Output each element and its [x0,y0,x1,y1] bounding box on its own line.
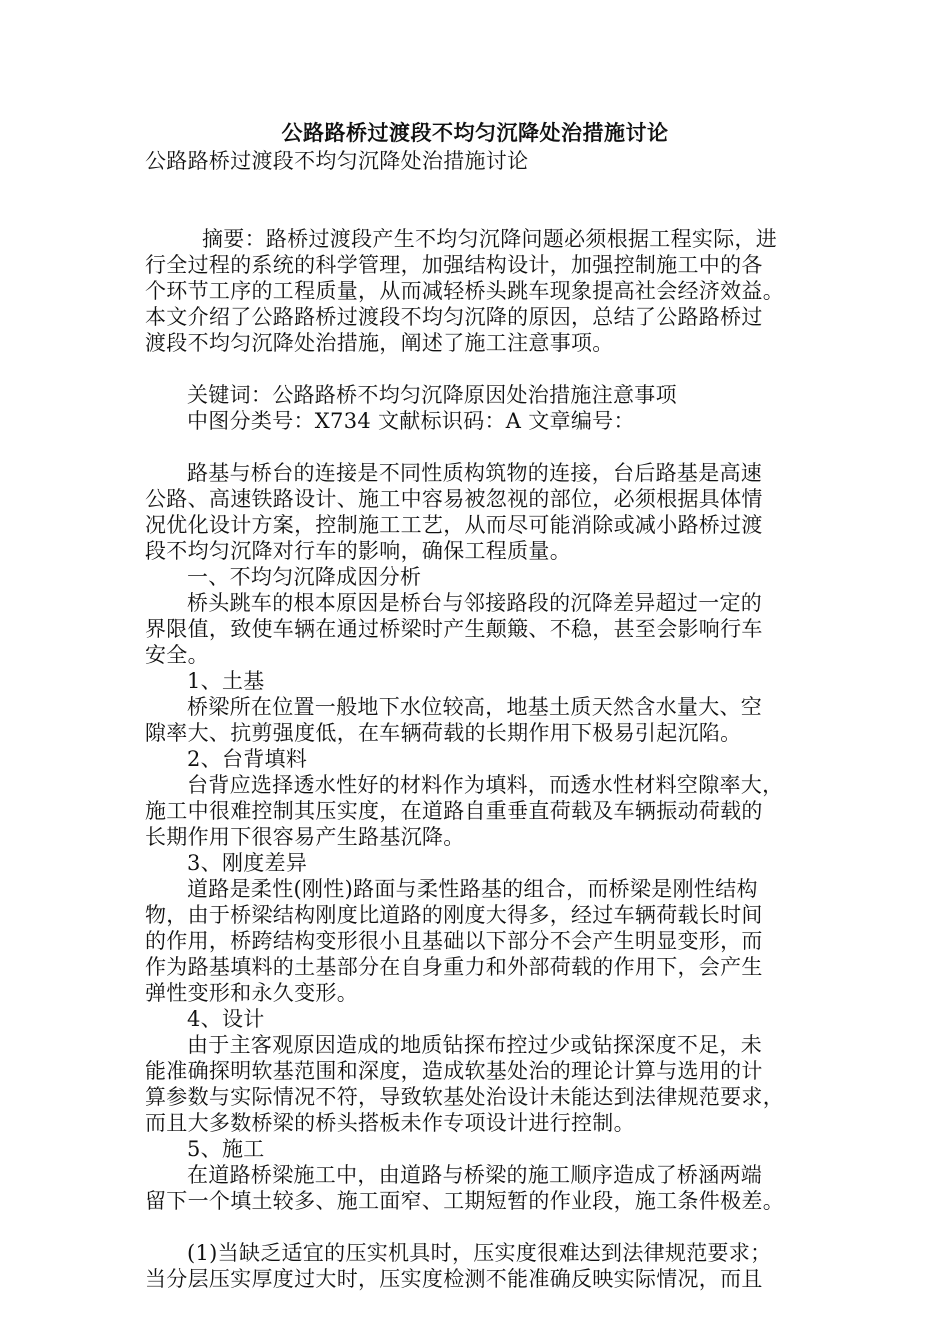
sub2-line: 台背应选择透水性好的材料作为填料，而透水性材料空隙率大， [187,773,784,797]
subsection-heading: 5、施工 [187,1137,265,1161]
document-title: 公路路桥过渡段不均匀沉降处治措施讨论 [281,120,669,145]
subsection-heading: 4、设计 [187,1007,265,1031]
sub2-line: 长期作用下很容易产生路基沉降。 [145,825,465,849]
intro-line: 路基与桥台的连接是不同性质构筑物的连接，台后路基是高速 [187,461,763,485]
section1-line: 安全。 [145,643,209,667]
abstract-line: 渡段不均匀沉降处治措施，阐述了施工注意事项。 [145,331,614,355]
abstract-line: 个环节工序的工程质量，从而减轻桥头跳车现象提高社会经济效益。 [145,279,784,303]
sub3-line: 作为路基填料的土基部分在自身重力和外部荷载的作用下，会产生 [145,955,763,979]
subsection-heading: 1、土基 [187,669,265,693]
subsection-heading: 2、台背填料 [187,747,308,771]
sub3-line: 道路是柔性(刚性)路面与柔性路基的组合，而桥梁是刚性结构 [187,877,758,901]
document-page [145,118,805,1292]
sub4-line: 而且大多数桥梁的桥头搭板未作专项设计进行控制。 [145,1111,635,1135]
sub4-line: 能准确探明软基范围和深度，造成软基处治的理论计算与选用的计 [145,1059,763,1083]
document-subtitle: 公路路桥过渡段不均匀沉降处治措施讨论 [145,149,529,173]
abstract-line: 摘要：路桥过渡段产生不均匀沉降问题必须根据工程实际，进 [202,227,778,251]
subsection-heading: 3、刚度差异 [187,851,308,875]
classification-line: 中图分类号：X734 文献标识码：A 文章编号： [187,409,635,433]
abstract-line: 本文介绍了公路路桥过渡段不均匀沉降的原因，总结了公路路桥过 [145,305,763,329]
sub5-line: 在道路桥梁施工中，由道路与桥梁的施工顺序造成了桥涵两端 [187,1163,763,1187]
section1-line: 界限值，致使车辆在通过桥梁时产生颠簸、不稳，甚至会影响行车 [145,617,763,641]
sub3-line: 弹性变形和永久变形。 [145,981,358,1005]
section-heading: 一、不均匀沉降成因分析 [187,565,422,589]
intro-line: 况优化设计方案，控制施工工艺，从而尽可能消除或减小路桥过渡 [145,513,763,537]
sub1-line: 桥梁所在位置一般地下水位较高，地基土质天然含水量大、空 [187,695,763,719]
sub4-line: 由于主客观原因造成的地质钻探布控过少或钻探深度不足，未 [187,1033,763,1057]
sub3-line: 的作用，桥跨结构变形很小且基础以下部分不会产生明显变形，而 [145,929,763,953]
sub1-line: 隙率大、抗剪强度低，在车辆荷载的长期作用下极易引起沉陷。 [145,721,742,745]
intro-line: 段不均匀沉降对行车的影响，确保工程质量。 [145,539,571,563]
abstract [145,226,805,356]
sub2-line: 施工中很难控制其压实度，在道路自重垂直荷载及车辆振动荷载的 [145,799,763,823]
intro-paragraph [145,460,805,564]
sub5-line: 留下一个填土较多、施工面窄、工期短暂的作业段，施工条件极差。 [145,1189,784,1213]
intro-line: 公路、高速铁路设计、施工中容易被忽视的部位，必须根据具体情 [145,487,763,511]
item-line: 当分层压实厚度过大时，压实度检测不能准确反映实际情况，而且 [145,1267,763,1291]
sub4-line: 算参数与实际情况不符，导致软基处治设计未能达到法律规范要求， [145,1085,784,1109]
item-line: (1)当缺乏适宜的压实机具时，压实度很难达到法律规范要求； [187,1241,772,1265]
keywords: 关键词：公路路桥不均匀沉降原因处治措施注意事项 [187,383,677,407]
sub3-line: 物，由于桥梁结构刚度比道路的刚度大得多，经过车辆荷载长时间 [145,903,763,927]
section1-line: 桥头跳车的根本原因是桥台与邻接路段的沉降差异超过一定的 [187,591,763,615]
abstract-line: 行全过程的系统的科学管理，加强结构设计，加强控制施工中的各 [145,253,763,277]
